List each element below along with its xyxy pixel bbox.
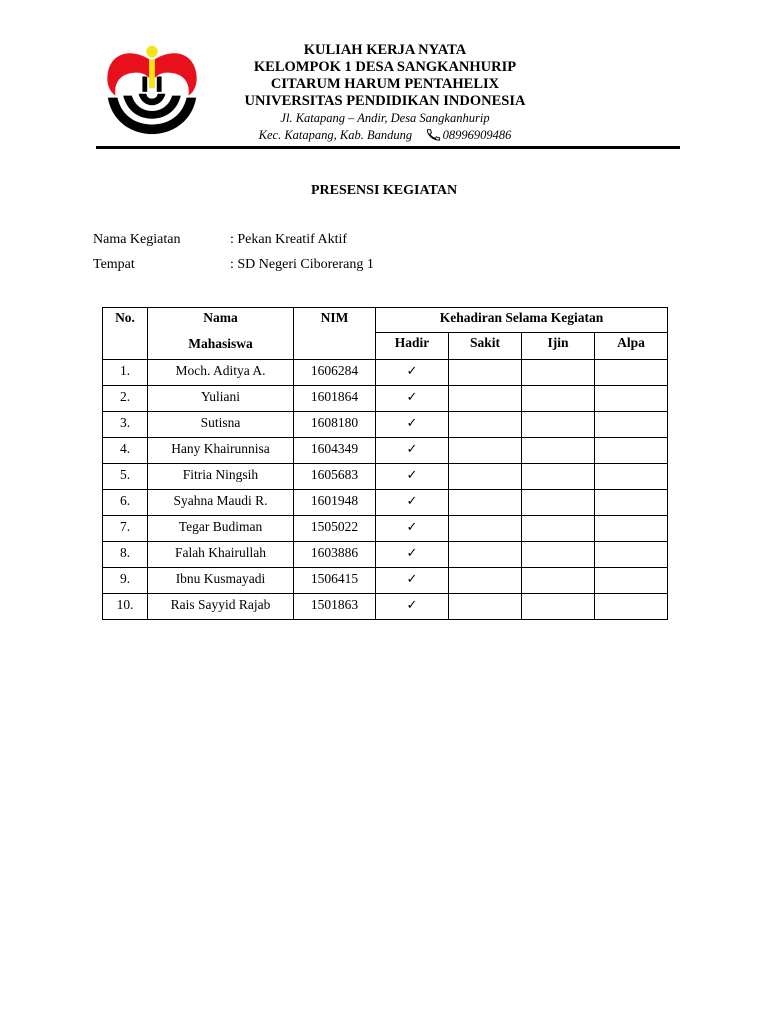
cell-sakit <box>449 490 522 516</box>
cell-nama: Tegar Budiman <box>148 516 294 542</box>
cell-no: 9. <box>103 568 148 594</box>
cell-alpa <box>595 490 668 516</box>
kegiatan-label: Nama Kegiatan <box>93 232 181 247</box>
cell-alpa <box>595 516 668 542</box>
cell-nim: 1603886 <box>294 542 376 568</box>
cell-ijin <box>522 360 595 386</box>
kegiatan-value: : Pekan Kreatif Aktif <box>230 232 348 247</box>
table-row <box>103 516 668 542</box>
cell-hadir <box>376 386 449 412</box>
cell-sakit <box>449 568 522 594</box>
cell-nama: Sutisna <box>148 412 294 438</box>
cell-no: 4. <box>103 438 148 464</box>
table-row <box>103 464 668 490</box>
col-nim-header: NIM <box>294 308 376 360</box>
cell-hadir <box>376 490 449 516</box>
cell-nama: Rais Sayyid Rajab <box>148 594 294 620</box>
cell-no: 1. <box>103 360 148 386</box>
cell-ijin <box>522 412 595 438</box>
col-nama-line-1: Nama <box>203 310 238 325</box>
header-line-3: CITARUM HARUM PENTAHELIX <box>270 76 500 92</box>
header-line-2: KELOMPOK 1 DESA SANGKANHURIP <box>253 59 517 75</box>
phone-icon <box>425 128 441 141</box>
cell-hadir <box>376 568 449 594</box>
cell-sakit <box>449 464 522 490</box>
cell-hadir <box>376 438 449 464</box>
cell-ijin <box>522 464 595 490</box>
cell-nama: Falah Khairullah <box>148 542 294 568</box>
cell-nama: Moch. Aditya A. <box>148 360 294 386</box>
tempat-value: : SD Negeri Ciborerang 1 <box>230 257 374 272</box>
table-row <box>103 568 668 594</box>
cell-no: 5. <box>103 464 148 490</box>
upi-logo <box>104 40 200 136</box>
col-sakit-header: Sakit <box>449 333 522 360</box>
cell-hadir <box>376 594 449 620</box>
col-hadir-header: Hadir <box>376 333 449 360</box>
table-row <box>103 594 668 620</box>
cell-no: 2. <box>103 386 148 412</box>
cell-no: 8. <box>103 542 148 568</box>
table-row <box>103 386 668 412</box>
check-icon: ✓ <box>406 415 418 430</box>
check-icon: ✓ <box>406 467 418 482</box>
cell-no: 6. <box>103 490 148 516</box>
cell-alpa <box>595 568 668 594</box>
table-row <box>103 412 668 438</box>
cell-no: 7. <box>103 516 148 542</box>
cell-hadir <box>376 542 449 568</box>
cell-ijin <box>522 594 595 620</box>
cell-ijin <box>522 490 595 516</box>
check-icon: ✓ <box>406 389 418 404</box>
cell-alpa <box>595 386 668 412</box>
document-title: PRESENSI KEGIATAN <box>310 183 458 198</box>
cell-sakit <box>449 516 522 542</box>
table-row <box>103 542 668 568</box>
col-nama-header <box>148 308 294 360</box>
cell-nim: 1601948 <box>294 490 376 516</box>
cell-alpa <box>595 594 668 620</box>
table-row <box>103 360 668 386</box>
address-line-2 <box>215 127 555 144</box>
attendance-rows <box>103 360 668 620</box>
header-line-1: KULIAH KERJA NYATA <box>303 42 467 58</box>
cell-ijin <box>522 516 595 542</box>
table-row <box>103 490 668 516</box>
cell-nim: 1501863 <box>294 594 376 620</box>
check-icon: ✓ <box>406 441 418 456</box>
cell-nim: 1608180 <box>294 412 376 438</box>
cell-sakit <box>449 594 522 620</box>
cell-nim: 1601864 <box>294 386 376 412</box>
attendance-table <box>102 307 668 620</box>
letterhead <box>215 42 555 144</box>
cell-hadir <box>376 412 449 438</box>
cell-ijin <box>522 542 595 568</box>
cell-nama: Fitria Ningsih <box>148 464 294 490</box>
cell-nama: Syahna Maudi R. <box>148 490 294 516</box>
cell-nim: 1506415 <box>294 568 376 594</box>
cell-nim: 1604349 <box>294 438 376 464</box>
cell-alpa <box>595 464 668 490</box>
check-icon: ✓ <box>406 493 418 508</box>
cell-hadir <box>376 516 449 542</box>
address-line-1: Jl. Katapang – Andir, Desa Sangkanhurip <box>280 111 490 125</box>
cell-ijin <box>522 568 595 594</box>
cell-nama: Hany Khairunnisa <box>148 438 294 464</box>
col-kehadiran-header: Kehadiran Selama Kegiatan <box>376 308 668 333</box>
cell-alpa <box>595 412 668 438</box>
cell-no: 10. <box>103 594 148 620</box>
check-icon: ✓ <box>406 597 418 612</box>
col-alpa-header: Alpa <box>595 333 668 360</box>
check-icon: ✓ <box>406 545 418 560</box>
cell-sakit <box>449 412 522 438</box>
cell-ijin <box>522 386 595 412</box>
cell-ijin <box>522 438 595 464</box>
header-line-4: UNIVERSITAS PENDIDIKAN INDONESIA <box>244 93 526 109</box>
col-nama-line-2: Mahasiswa <box>188 336 253 351</box>
cell-sakit <box>449 542 522 568</box>
col-no-header: No. <box>103 308 148 360</box>
cell-nim: 1605683 <box>294 464 376 490</box>
cell-nim: 1606284 <box>294 360 376 386</box>
check-icon: ✓ <box>406 571 418 586</box>
cell-alpa <box>595 360 668 386</box>
cell-hadir <box>376 464 449 490</box>
cell-hadir <box>376 360 449 386</box>
cell-nama: Ibnu Kusmayadi <box>148 568 294 594</box>
cell-alpa <box>595 542 668 568</box>
cell-nama: Yuliani <box>148 386 294 412</box>
table-row <box>103 438 668 464</box>
header-divider <box>96 146 680 149</box>
tempat-label: Tempat <box>93 257 135 272</box>
address-district: Kec. Katapang, Kab. Bandung <box>258 128 413 142</box>
cell-no: 3. <box>103 412 148 438</box>
cell-sakit <box>449 386 522 412</box>
check-icon: ✓ <box>406 519 418 534</box>
cell-alpa <box>595 438 668 464</box>
col-ijin-header: Ijin <box>522 333 595 360</box>
check-icon: ✓ <box>406 363 418 378</box>
cell-sakit <box>449 360 522 386</box>
phone-number: 08996909486 <box>442 128 512 142</box>
cell-nim: 1505022 <box>294 516 376 542</box>
cell-sakit <box>449 438 522 464</box>
